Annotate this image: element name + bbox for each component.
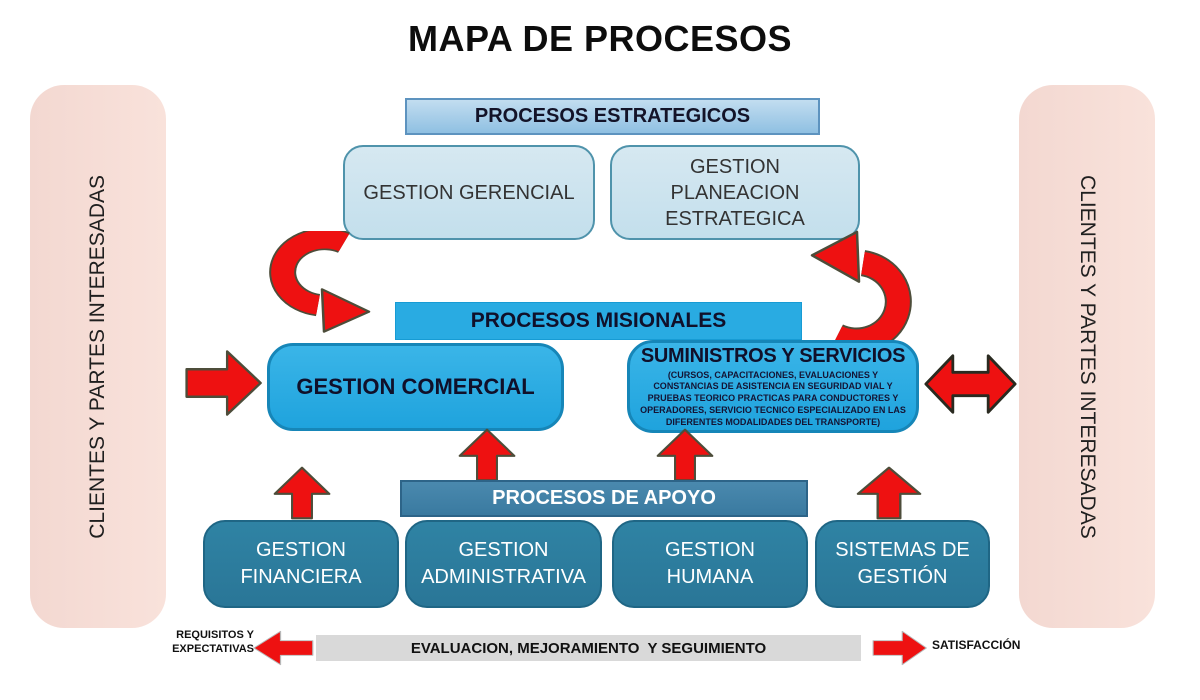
box-suministros-servicios (627, 340, 919, 433)
clients-pillar-left-label: CLIENTES Y PARTES INTERESADAS (86, 174, 109, 539)
up-block-arrow-financiera (273, 466, 331, 520)
box-sistemas-gestion: SISTEMAS DE GESTIÓN (815, 520, 990, 608)
curved-cycle-arrow-right (799, 228, 915, 350)
evaluation-bar: EVALUACION, MEJORAMIENTO Y SEGUIMIENTO (316, 635, 861, 661)
satisfaccion-label: SATISFACCIÓN (932, 638, 1021, 652)
box-suministros-title: SUMINISTROS Y SERVICIOS (640, 344, 906, 367)
strategic-processes-header: PROCESOS ESTRATEGICOS (405, 98, 820, 135)
box-suministros-detail: (CURSOS, CAPACITACIONES, EVALUACIONES Y CONSTANCIAS DE ASISTENCIA EN SEGURIDAD VIAL Y PRUEBAS TEORICO PRACTICAS PARA CONDUCTORES Y OPERADORES, SERVICIO TECNICO ESPECIALIZADO EN LAS DIFERENTES MODALIDADES DEL TRANSPORTE) (640, 369, 906, 427)
missional-processes-header: PROCESOS MISIONALES (395, 302, 802, 340)
box-gestion-gerencial: GESTION GERENCIAL (343, 145, 595, 240)
box-gestion-administrativa: GESTION ADMINISTRATIVA (405, 520, 602, 608)
clients-pillar-right-label: CLIENTES Y PARTES INTERESADAS (1076, 174, 1099, 539)
page-title: MAPA DE PROCESOS (407, 18, 793, 59)
box-gestion-comercial: GESTION COMERCIAL (267, 343, 564, 431)
right-block-arrow-satisfaccion (872, 630, 928, 666)
up-block-arrow-suministros (656, 428, 714, 482)
up-block-arrow-sistemas (856, 466, 922, 520)
box-gestion-planeacion-estrategica: GESTION PLANEACION ESTRATEGICA (610, 145, 860, 240)
curved-cycle-arrow-left (266, 231, 382, 335)
right-block-arrow-left-side (185, 349, 263, 417)
double-block-arrow-right-side (924, 348, 1017, 420)
clients-pillar-right (1019, 85, 1155, 628)
up-block-arrow-comercial (458, 428, 516, 482)
box-gestion-humana: GESTION HUMANA (612, 520, 808, 608)
requisitos-expectativas-label: REQUISITOS Y EXPECTATIVAS (172, 629, 254, 656)
support-processes-header: PROCESOS DE APOYO (400, 480, 808, 517)
box-gestion-financiera: GESTION FINANCIERA (203, 520, 399, 608)
left-block-arrow-requisitos (252, 630, 314, 666)
clients-pillar-left (30, 85, 166, 628)
